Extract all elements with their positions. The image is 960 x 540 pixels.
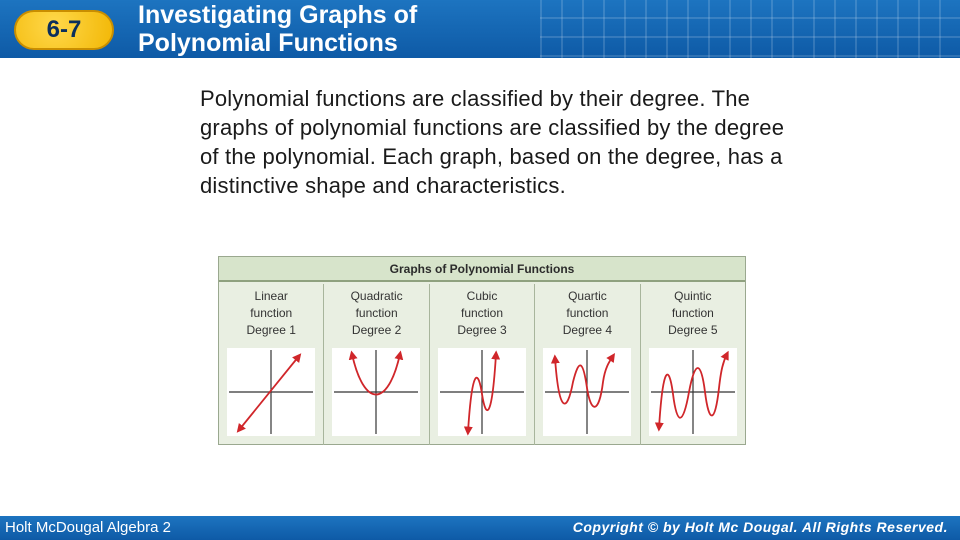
column-degree: Degree 1 (246, 323, 296, 337)
quadratic-graph (332, 348, 420, 436)
footer-bar (0, 516, 960, 540)
column-degree: Degree 4 (562, 323, 613, 337)
polynomial-graphs-figure (218, 256, 746, 445)
title-line-1: Investigating Graphs of (138, 1, 418, 29)
column-word: function (250, 306, 293, 320)
page-title (138, 1, 417, 57)
column-quadratic (324, 284, 429, 445)
header-bar (0, 0, 960, 58)
title-line-2: Polynomial Functions (138, 29, 398, 57)
cubic-graph (438, 348, 526, 436)
footer-publisher: Holt McDougal Algebra 2 (5, 519, 171, 536)
column-word: function (355, 306, 398, 320)
column-degree: Degree 5 (668, 323, 718, 337)
quintic-graph (649, 348, 737, 436)
intro-text: Polynomial functions are classified by their degree. The graphs of polynomial functions are classified by the degree of the polynomial. Each graph, based on the degree, has a distinctive shape and characteristics. (200, 86, 785, 198)
curve (555, 356, 613, 407)
column-type: Quartic (568, 289, 607, 303)
column-linear (219, 284, 324, 445)
column-word: function (461, 306, 504, 320)
column-quintic (641, 284, 745, 445)
column-type: Quintic (674, 289, 712, 303)
column-quartic (535, 284, 640, 445)
column-degree: Degree 2 (351, 323, 402, 337)
header-tile-pattern (540, 0, 960, 58)
footer-copyright: Copyright © by Holt Mc Dougal. All Rights Reserved. (572, 519, 948, 535)
linear-graph (227, 348, 315, 436)
column-type: Cubic (466, 289, 498, 303)
quartic-graph (543, 348, 631, 436)
curve (239, 356, 299, 430)
column-cubic (430, 284, 535, 445)
column-word: function (671, 306, 714, 320)
column-type: Quadratic (350, 289, 403, 303)
column-degree: Degree 3 (457, 323, 507, 337)
figure-title: Graphs of Polynomial Functions (219, 257, 745, 282)
figure-columns (219, 284, 745, 445)
column-type: Linear (254, 289, 288, 303)
lesson-badge: 6-7 (14, 10, 114, 50)
column-word: function (566, 306, 609, 320)
